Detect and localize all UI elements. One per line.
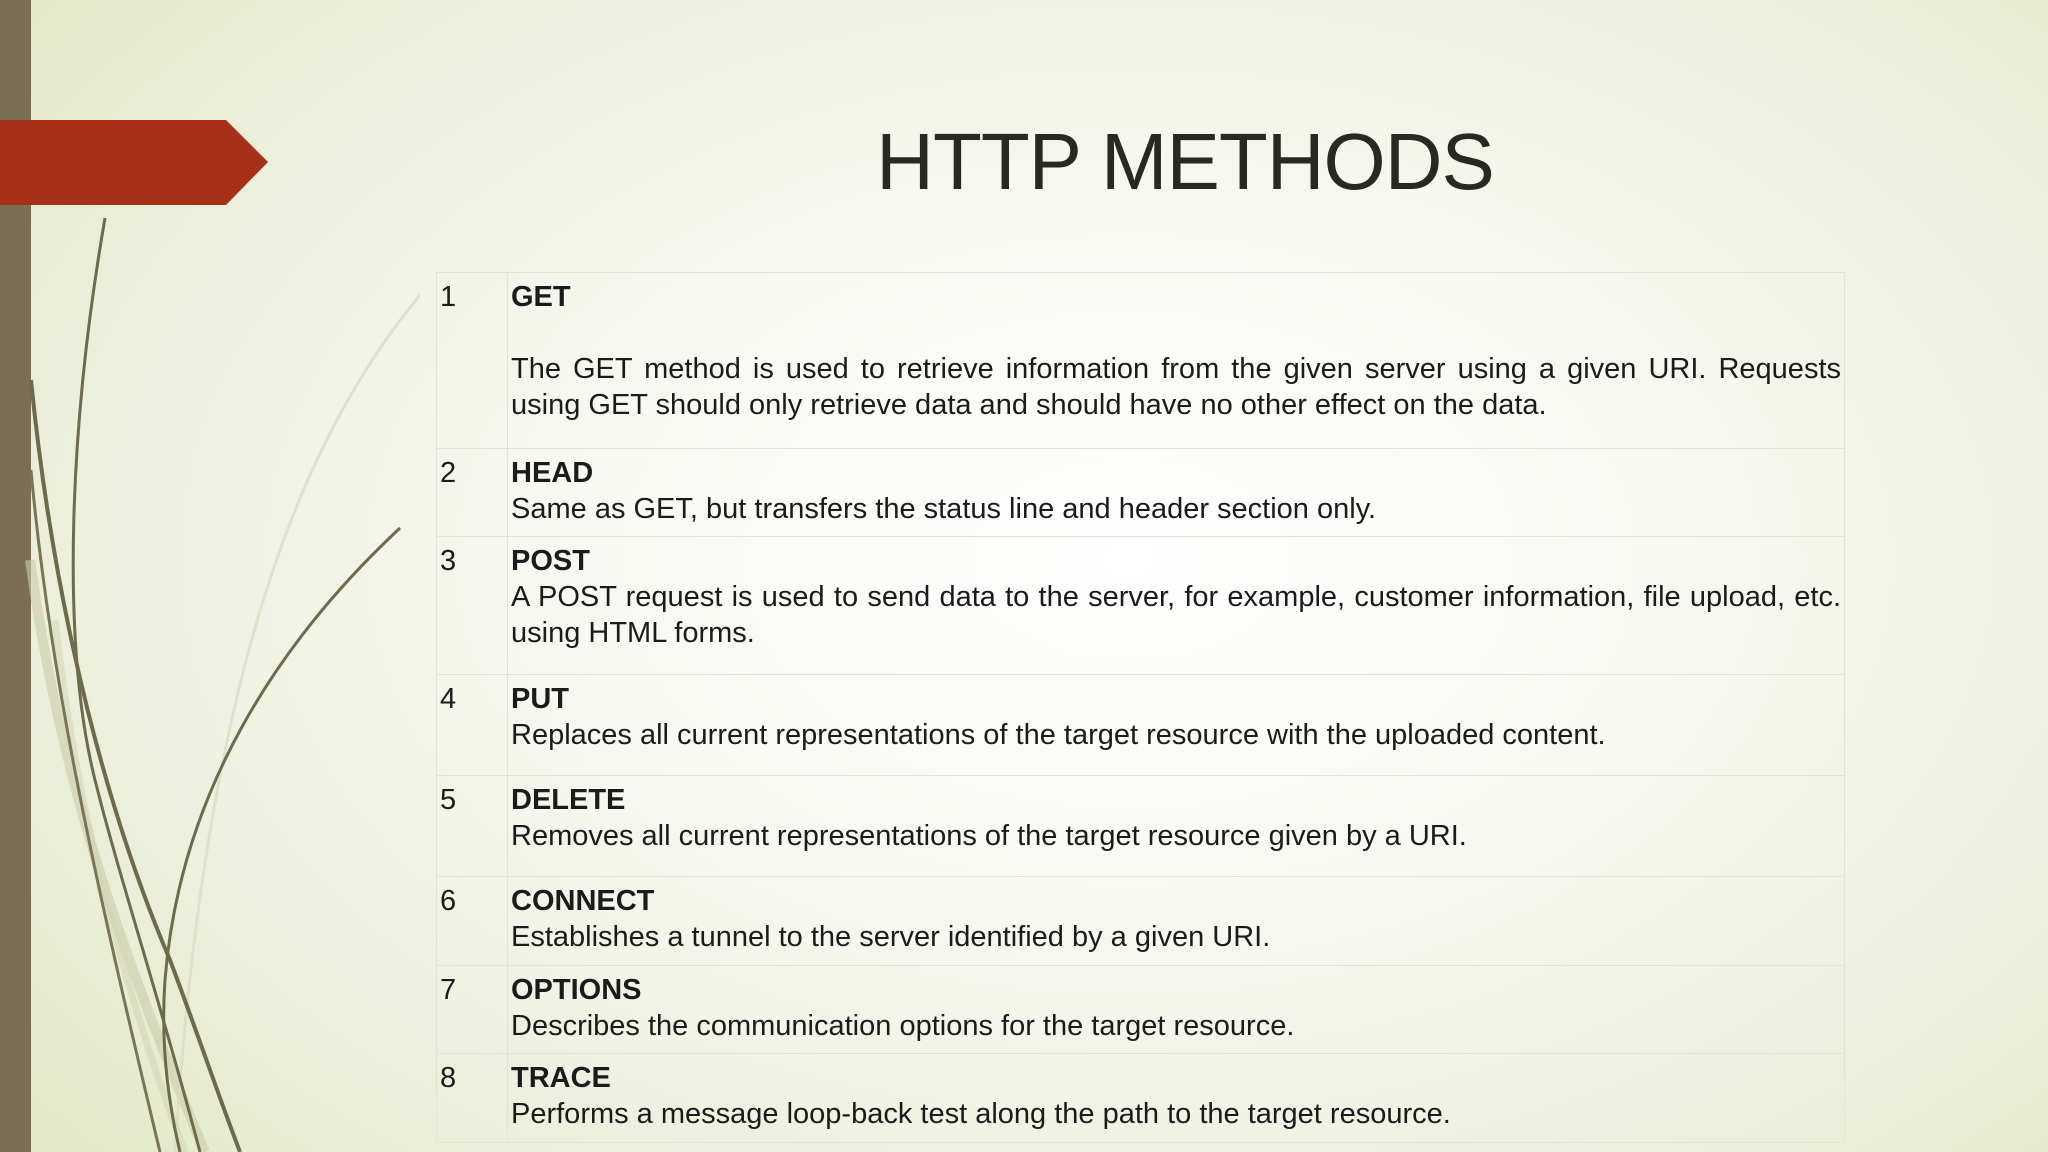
method-description: Describes the communication options for the target resource. [511,1010,1295,1042]
method-description: Performs a message loop-back test along the path to the target resource. [511,1098,1451,1130]
row-number: 4 [437,675,508,776]
method-description: A POST request is used to send data to the server, for example, customer information, file upload, etc. using HTML forms. [511,581,1841,649]
table-row [437,877,1845,966]
row-number: 2 [437,449,508,537]
method-name: OPTIONS [511,974,642,1006]
method-cell [508,776,1845,877]
row-number: 3 [437,537,508,675]
row-number: 1 [437,273,508,449]
table-row [437,273,1845,449]
method-description: Replaces all current representations of the target resource with the uploaded content. [511,719,1606,751]
method-cell [508,966,1845,1054]
row-number: 6 [437,877,508,966]
http-methods-table [436,272,1845,1143]
table-row [437,537,1845,675]
method-cell [508,537,1845,675]
method-name: POST [511,545,590,577]
method-name: CONNECT [511,885,655,917]
table-row [437,675,1845,776]
method-description: Removes all current representations of the target resource given by a URI. [511,820,1467,852]
table-row [437,449,1845,537]
method-name: DELETE [511,784,626,816]
table-row [437,1054,1845,1143]
page-title: HTTP METHODS [876,117,1494,206]
method-description: Establishes a tunnel to the server identified by a given URI. [511,921,1271,953]
row-number: 7 [437,966,508,1054]
red-arrow-banner [0,120,268,205]
method-name: GET [511,281,571,313]
method-cell [508,273,1845,449]
method-name: PUT [511,683,569,715]
table-row [437,966,1845,1054]
method-description: The GET method is used to retrieve information from the given server using a given URI. Requests using GET should only retrieve data and should have no other effect on the data. [511,353,1841,421]
method-cell [508,675,1845,776]
method-cell [508,1054,1845,1143]
method-name: HEAD [511,457,594,489]
row-number: 8 [437,1054,508,1143]
table-row [437,776,1845,877]
method-cell [508,449,1845,537]
method-cell [508,877,1845,966]
method-description: Same as GET, but transfers the status line and header section only. [511,493,1377,525]
decorative-stems [0,0,420,1152]
row-number: 5 [437,776,508,877]
method-name: TRACE [511,1062,611,1094]
